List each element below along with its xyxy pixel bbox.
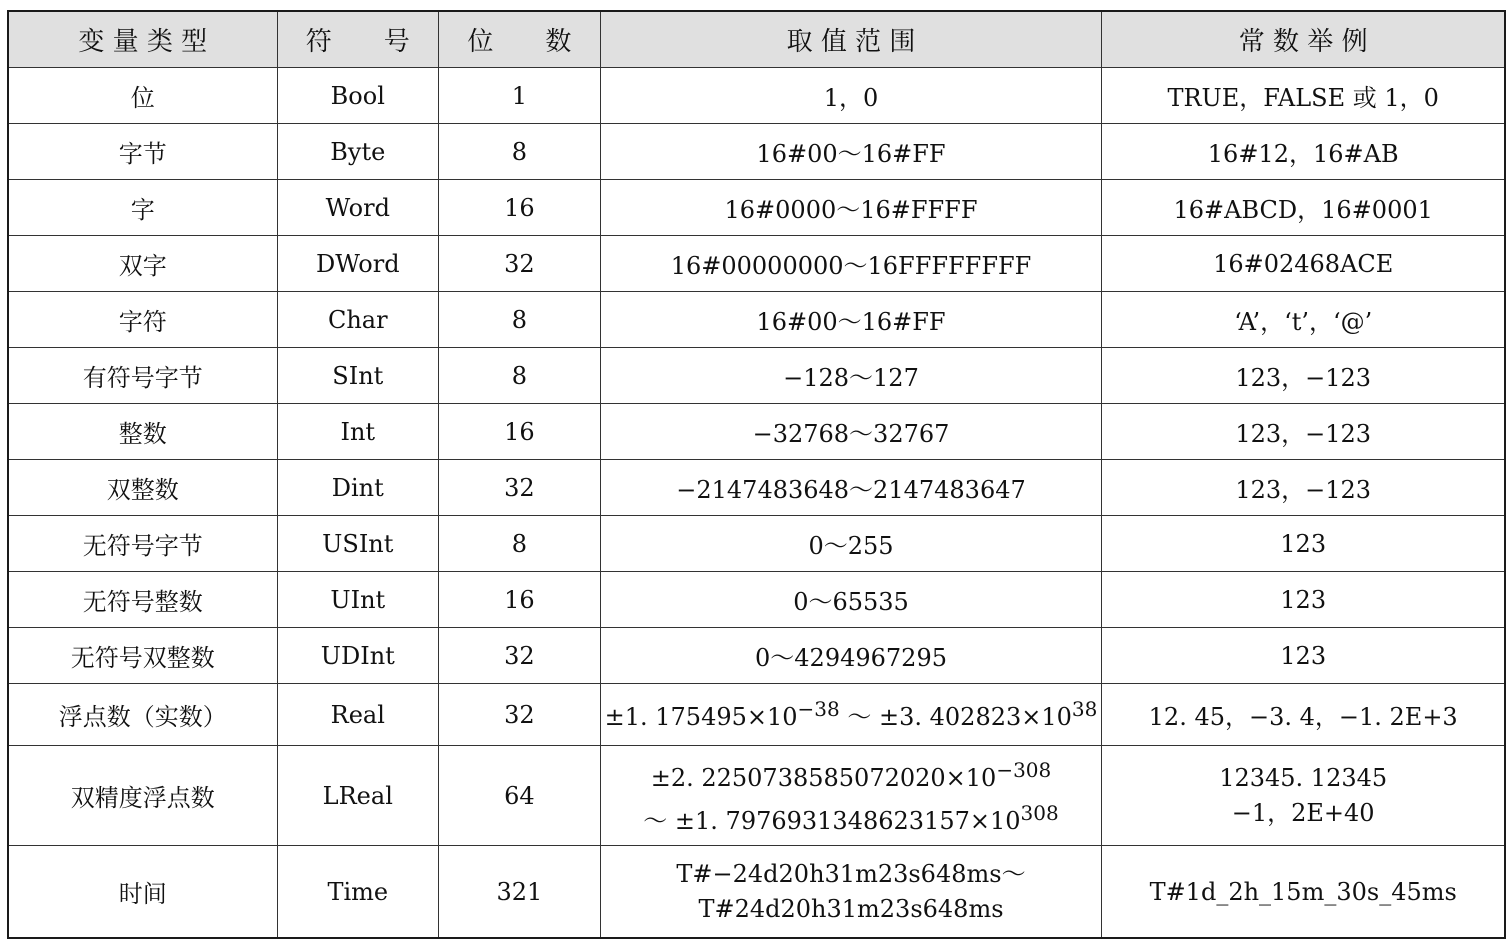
header-symbol: 符 号	[277, 11, 439, 68]
cell-range: 16#0000～16#FFFF	[600, 180, 1102, 236]
cell-range: 0～4294967295	[600, 628, 1102, 684]
real-range-max-exponent: 38	[1071, 697, 1098, 721]
cell-bits: 32	[439, 460, 601, 516]
real-range-max: ～ ±3. 402823×10	[839, 703, 1072, 731]
table-row	[8, 516, 1505, 572]
header-constant-example: 常 数 举 例	[1102, 11, 1505, 68]
cell-type: 字节	[8, 124, 277, 180]
cell-symbol: Word	[277, 180, 439, 236]
cell-range	[600, 684, 1102, 746]
cell-bits: 32	[439, 236, 601, 292]
cell-type: 双字	[8, 236, 277, 292]
cell-example: 123，−123	[1102, 348, 1505, 404]
cell-range: 16#00000000～16FFFFFFFF	[600, 236, 1102, 292]
cell-type: 字	[8, 180, 277, 236]
time-range-line-1: T#−24d20h31m23s648ms～	[676, 859, 1026, 888]
cell-type: 无符号整数	[8, 572, 277, 628]
header-row	[8, 11, 1505, 68]
lreal-range-max-exponent: 308	[1020, 800, 1059, 825]
cell-bits: 16	[439, 404, 601, 460]
time-range-line-2: T#24d20h31m23s648ms	[698, 894, 1004, 923]
cell-symbol: USInt	[277, 516, 439, 572]
cell-example: 16#12，16#AB	[1102, 124, 1505, 180]
cell-range: −128～127	[600, 348, 1102, 404]
cell-type: 无符号双整数	[8, 628, 277, 684]
cell-type: 位	[8, 68, 277, 124]
cell-bits: 321	[439, 846, 601, 939]
cell-bits: 8	[439, 124, 601, 180]
table-row	[8, 68, 1505, 124]
cell-range: 1，0	[600, 68, 1102, 124]
cell-range	[600, 746, 1102, 846]
cell-range: −32768～32767	[600, 404, 1102, 460]
data-type-table	[7, 10, 1506, 939]
table-row	[8, 236, 1505, 292]
table-row	[8, 404, 1505, 460]
lreal-range-line-1	[605, 753, 1098, 796]
table-row	[8, 628, 1505, 684]
cell-range: 16#00～16#FF	[600, 292, 1102, 348]
table-row-time	[8, 846, 1505, 939]
cell-example: 123	[1102, 628, 1505, 684]
cell-bits: 8	[439, 292, 601, 348]
cell-example: 16#02468ACE	[1102, 236, 1505, 292]
cell-symbol: Time	[277, 846, 439, 939]
cell-example: TRUE，FALSE 或 1，0	[1102, 68, 1505, 124]
cell-type: 整数	[8, 404, 277, 460]
cell-bits: 32	[439, 628, 601, 684]
cell-type: 无符号字节	[8, 516, 277, 572]
cell-range: −2147483648～2147483647	[600, 460, 1102, 516]
table-row	[8, 292, 1505, 348]
cell-example	[1102, 746, 1505, 846]
header-value-range: 取 值 范 围	[600, 11, 1102, 68]
cell-example: 16#ABCD，16#0001	[1102, 180, 1505, 236]
lreal-example-line-2: −1，2E+40	[1231, 798, 1375, 827]
cell-symbol: SInt	[277, 348, 439, 404]
table-row	[8, 460, 1505, 516]
cell-bits: 8	[439, 348, 601, 404]
cell-symbol: Byte	[277, 124, 439, 180]
lreal-range-min-exponent: −308	[996, 757, 1052, 782]
cell-symbol: Bool	[277, 68, 439, 124]
lreal-range-min: ±2. 2250738585072020×10	[650, 763, 997, 792]
header-variable-type: 变 量 类 型	[8, 11, 277, 68]
cell-type: 字符	[8, 292, 277, 348]
cell-example: 12. 45，−3. 4，−1. 2E+3	[1102, 684, 1505, 746]
table-row	[8, 180, 1505, 236]
cell-bits: 16	[439, 180, 601, 236]
cell-bits: 32	[439, 684, 601, 746]
cell-example: T#1d_2h_15m_30s_45ms	[1102, 846, 1505, 939]
cell-range: 0～255	[600, 516, 1102, 572]
cell-type: 有符号字节	[8, 348, 277, 404]
cell-bits: 1	[439, 68, 601, 124]
table-row	[8, 572, 1505, 628]
cell-symbol: Int	[277, 404, 439, 460]
cell-range: 0～65535	[600, 572, 1102, 628]
data-type-table-container	[7, 10, 1506, 939]
cell-symbol: UInt	[277, 572, 439, 628]
cell-example: 123	[1102, 516, 1505, 572]
cell-range: 16#00～16#FF	[600, 124, 1102, 180]
cell-example: ‘A’，‘t’，‘@’	[1102, 292, 1505, 348]
cell-type: 浮点数（实数）	[8, 684, 277, 746]
cell-example: 123	[1102, 572, 1505, 628]
table-row	[8, 348, 1505, 404]
cell-symbol: Dint	[277, 460, 439, 516]
real-range-min: ±1. 175495×10	[604, 703, 798, 731]
cell-symbol: Char	[277, 292, 439, 348]
cell-type: 时间	[8, 846, 277, 939]
cell-range	[600, 846, 1102, 939]
cell-symbol: LReal	[277, 746, 439, 846]
cell-bits: 64	[439, 746, 601, 846]
cell-bits: 16	[439, 572, 601, 628]
cell-symbol: DWord	[277, 236, 439, 292]
cell-type: 双精度浮点数	[8, 746, 277, 846]
cell-symbol: Real	[277, 684, 439, 746]
lreal-range-line-2	[605, 796, 1098, 839]
real-range-min-exponent: −38	[797, 697, 840, 721]
cell-example: 123，−123	[1102, 404, 1505, 460]
cell-symbol: UDInt	[277, 628, 439, 684]
lreal-range-max: ～ ±1. 7976931348623157×10	[643, 806, 1021, 835]
lreal-example-line-1: 12345. 12345	[1219, 763, 1388, 792]
cell-example: 123，−123	[1102, 460, 1505, 516]
table-row	[8, 124, 1505, 180]
header-bits: 位 数	[439, 11, 601, 68]
cell-type: 双整数	[8, 460, 277, 516]
table-row-lreal	[8, 746, 1505, 846]
table-row-real	[8, 684, 1505, 746]
cell-bits: 8	[439, 516, 601, 572]
